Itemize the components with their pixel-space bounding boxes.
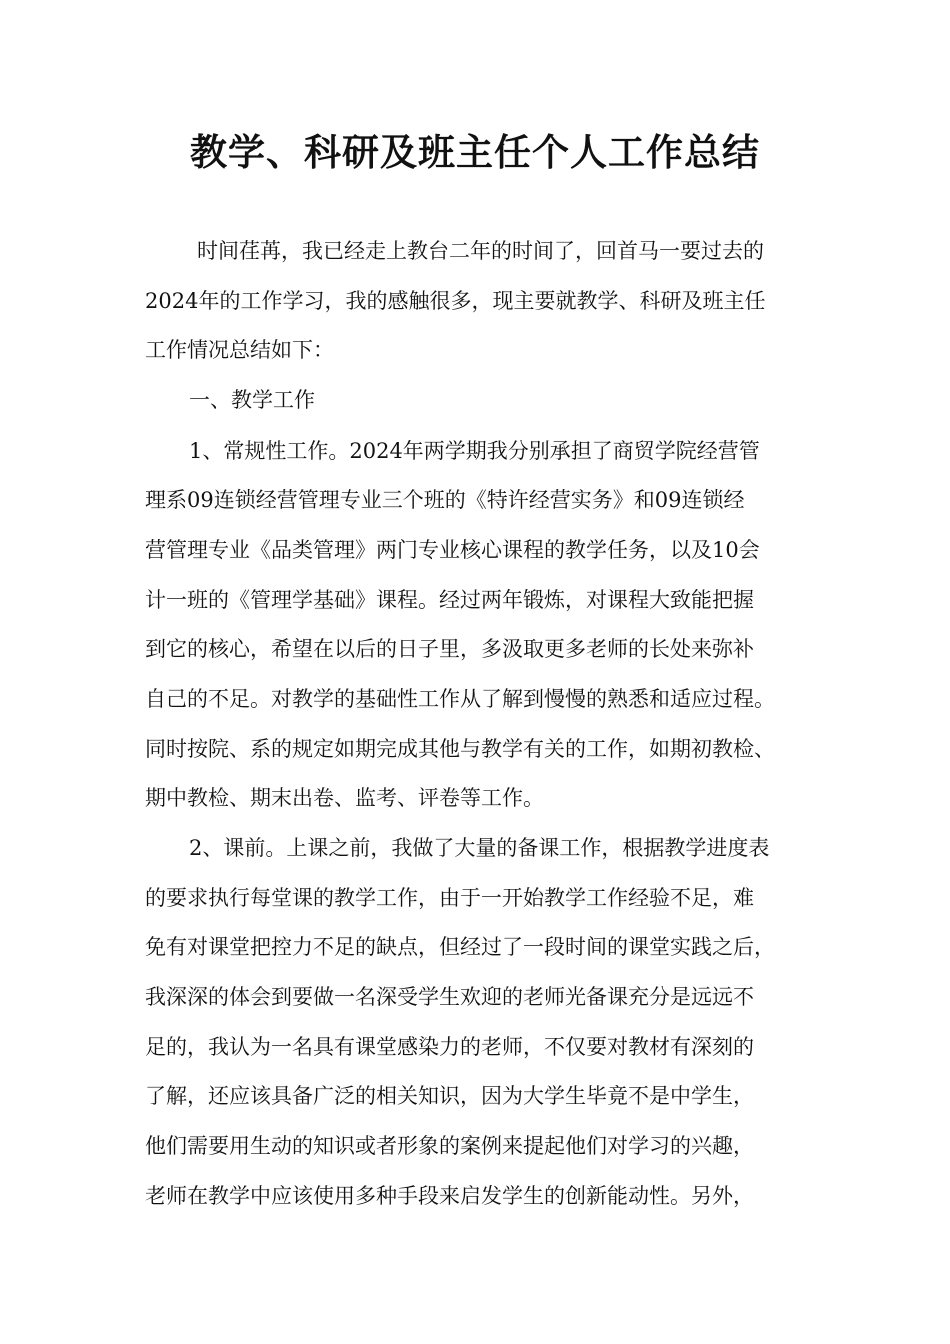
paragraph-line: 计一班的《管理学基础》课程。经过两年锻炼，对课程大致能把握 [145, 588, 754, 612]
document-title: 教学、科研及班主任个人工作总结 [190, 131, 760, 174]
paragraph-line: 1、常规性工作。2024年两学期我分别承担了商贸学院经营管 [189, 439, 760, 463]
paragraph-line: 营管理专业《品类管理》两门专业核心课程的教学任务，以及10会 [145, 538, 760, 562]
paragraph-line: 的要求执行每堂课的教学工作，由于一开始教学工作经验不足，难 [145, 886, 754, 910]
paragraph-line: 免有对课堂把控力不足的缺点，但经过了一段时间的课堂实践之后， [145, 935, 775, 959]
paragraph-line: 理系09连锁经营管理专业三个班的《特许经营实务》和09连锁经 [145, 488, 745, 512]
paragraph-line: 了解，还应该具备广泛的相关知识，因为大学生毕竟不是中学生， [145, 1084, 754, 1108]
paragraph-line: 我深深的体会到要做一名深受学生欢迎的老师光备课充分是远远不 [145, 985, 754, 1009]
paragraph-line: 2、课前。上课之前，我做了大量的备课工作，根据教学进度表 [189, 836, 770, 860]
paragraph-line: 老师在教学中应该使用多种手段来启发学生的创新能动性。另外， [145, 1184, 754, 1208]
paragraph-line: 足的，我认为一名具有课堂感染力的老师，不仅要对教材有深刻的 [145, 1035, 754, 1059]
paragraph-line: 工作情况总结如下： [145, 338, 334, 362]
paragraph-line: 同时按院、系的规定如期完成其他与教学有关的工作，如期初教检、 [145, 737, 775, 761]
paragraph-line: 2024年的工作学习，我的感触很多，现主要就教学、科研及班主任 [145, 289, 766, 313]
paragraph-line: 到它的核心，希望在以后的日子里，多汲取更多老师的长处来弥补 [145, 637, 754, 661]
paragraph-line: 期中教检、期末出卷、监考、评卷等工作。 [145, 786, 544, 810]
paragraph-line: 他们需要用生动的知识或者形象的案例来提起他们对学习的兴趣， [145, 1134, 754, 1158]
paragraph-line: 时间荏苒，我已经走上教台二年的时间了，回首马一要过去的 [197, 239, 764, 263]
paragraph-line: 自己的不足。对教学的基础性工作从了解到慢慢的熟悉和适应过程。 [145, 687, 775, 711]
section-heading: 一、教学工作 [189, 388, 315, 412]
